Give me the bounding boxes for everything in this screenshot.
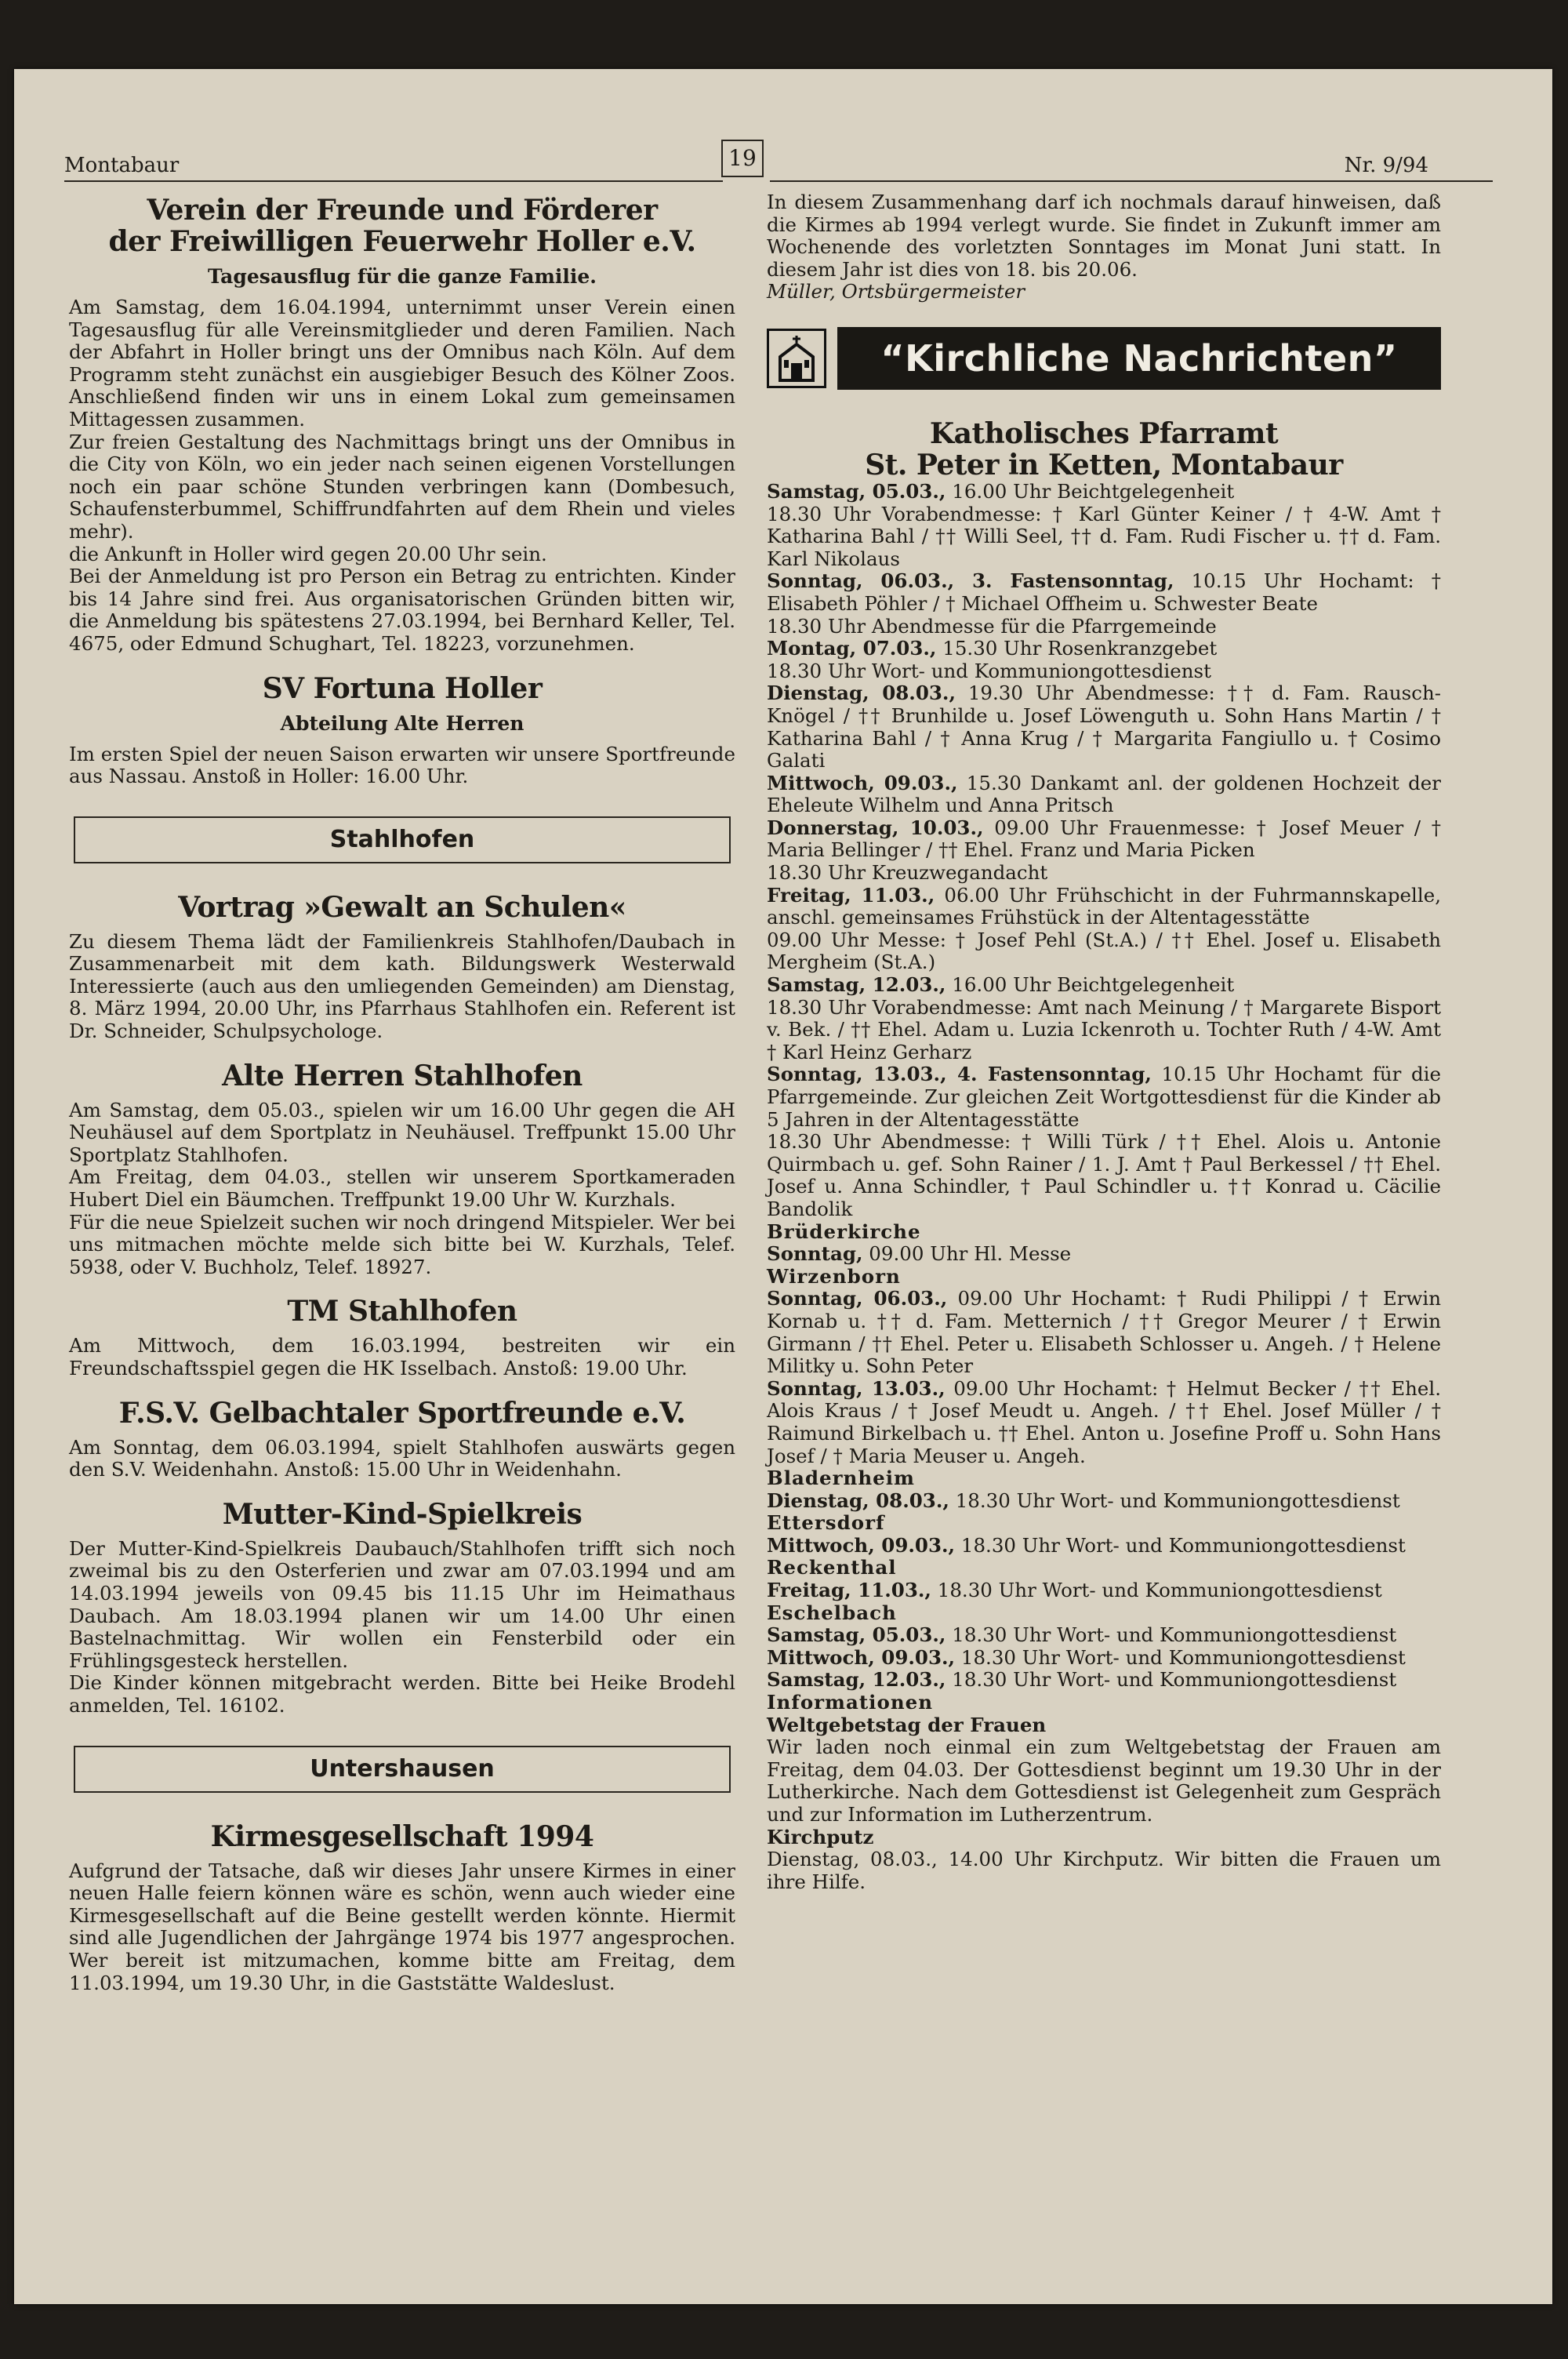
mass-schedule-recken (767, 1579, 1441, 1602)
header-rule-right (770, 180, 1493, 182)
schedule-entry-date: Mittwoch, 09.03., (767, 1533, 956, 1557)
schedule-entry-text: 18.30 Uhr Wort- und Kommuniongottesdienst (949, 1488, 1400, 1512)
brueder-title: Brüderkirche (767, 1219, 921, 1243)
info1-heading: Weltgebetstag der Frauen (767, 1713, 1047, 1736)
schedule-entry-date: Dienstag, 08.03., (767, 682, 956, 705)
schedule-entry-date: Sonntag, 06.03., (767, 1287, 948, 1310)
mutter-title: Mutter-Kind-Spielkreis (222, 1497, 583, 1531)
schedule-entry (767, 1535, 1441, 1558)
recken-title: Reckenthal (767, 1556, 897, 1579)
schedule-entry-text: 18.30 Uhr Wort- und Kommuniongottesdienst (931, 1579, 1382, 1602)
mass-schedule-brueder (767, 1243, 1441, 1266)
schedule-entry-text: 18.30 Uhr Wort- und Kommuniongottesdienst (946, 1623, 1397, 1647)
section-header-untershausen: Untershausen (74, 1746, 731, 1793)
schedule-entry (767, 862, 1441, 885)
info-title: Informationen (767, 1691, 934, 1714)
schedule-entry (767, 638, 1441, 660)
pfarramt-title-2: St. Peter in Ketten, Montabaur (865, 448, 1343, 482)
verein-title-1: Verein der Freunde und Förderer (147, 194, 658, 227)
signature: Müller, Ortsbürgermeister (767, 280, 1025, 304)
alteherren-paragraph-3: Für die neue Spielzeit suchen wir noch dringend Mitspieler. Wer bei uns mitmachen möchte melde sich bitte bei W. Kurzhals, Telef. 5938, oder V. Buchholz, Telef. 18927. (69, 1210, 735, 1278)
eschel-title: Eschelbach (767, 1601, 897, 1624)
schedule-entry-date: Samstag, 05.03., (767, 1623, 946, 1647)
fortuna-paragraph: Im ersten Spiel der neuen Saison erwarten wir unsere Sportfreunde aus Nassau. Anstoß in Holler: 16.00 Uhr. (69, 742, 735, 788)
schedule-entry-text: 18.30 Uhr Vorabendmesse: † Karl Günter Keiner / † 4-W. Amt † Katharina Bahl / †† Willi Seel, †† d. Fam. Rudi Fischer u. †† d. Fam. Karl Nikolaus (767, 502, 1441, 570)
schedule-entry (767, 817, 1441, 862)
section-header-stahlhofen: Stahlhofen (74, 816, 731, 863)
schedule-entry-date: Freitag, 11.03., (767, 1579, 931, 1602)
alteherren-paragraph-1: Am Samstag, dem 05.03., spielen wir um 16.00 Uhr gegen die AH Neuhäusel auf dem Sportplatz in Neuhäusel. Treffpunkt 15.00 Uhr Sportplatz Stahlhofen. (69, 1098, 735, 1166)
schedule-entry-text: 19.30 Uhr Abendmesse: †† d. Fam. Rausch-Knögel / †† Brunhilde u. Josef Löwenguth u. Sohn Hans Martin / † Katharina Bahl / † Anna Krug / † Margarita Fangiullo u. † Cosimo Galati (767, 682, 1442, 772)
header-town: Montabaur (64, 154, 180, 177)
schedule-entry-text: 09.00 Uhr Hochamt: † Rudi Philippi / † Erwin Kornab u. †† d. Fam. Metternich / †† Gregor Meurer / † Erwin Girmann / †† Ehel. Peter u. Elisabeth Schlosser u. Angeh. / † Helene Militky u. Sohn Peter (767, 1287, 1442, 1378)
schedule-entry (767, 570, 1441, 615)
schedule-entry (767, 1624, 1441, 1647)
etters-title: Ettersdorf (767, 1511, 885, 1535)
verein-paragraph-2: Zur freien Gestaltung des Nachmittags bringt uns der Omnibus in die City von Köln, wo ein jeder nach seinen eigenen Vorstellungen noch ein paar schöne Stunden verbringen kann (Dombesuch, Schaufensterbummel, Schiffrundfahrten auf dem Rhein und vieles mehr). (69, 430, 735, 543)
alteherren-title: Alte Herren Stahlhofen (222, 1059, 583, 1092)
schedule-entry-text: 15.30 Dankamt anl. der goldenen Hochzeit der Eheleute Wilhelm und Anna Pritsch (767, 771, 1441, 817)
info2-heading: Kirchputz (767, 1825, 874, 1848)
fortuna-title: SV Fortuna Holler (262, 671, 543, 705)
verein-paragraph-3: die Ankunft in Holler wird gegen 20.00 Uhr sein. (69, 542, 547, 565)
schedule-entry-text: 18.30 Uhr Abendmesse: † Willi Türk / †† Ehel. Alois u. Antonie Quirmbach u. gef. Sohn Rainer / 1. J. Amt † Paul Berkessel / †† Ehel. Josef u. Anna Schindler, † Paul Schindler u. †† Konrad u. Cäcilie Bandolik (767, 1130, 1441, 1220)
kirmes-title: Kirmesgesellschaft 1994 (210, 1819, 594, 1853)
pfarramt-title-1: Katholisches Pfarramt (929, 416, 1279, 450)
schedule-entry-text: 10.15 Uhr Hochamt: † Elisabeth Pöhler / † Michael Offheim u. Schwester Beate (767, 569, 1442, 615)
schedule-entry-text: 09.00 Uhr Hl. Messe (862, 1242, 1072, 1266)
schedule-entry-text: 15.30 Uhr Rosenkranzgebet (936, 637, 1218, 660)
schedule-entry-text: 16.00 Uhr Beichtgelegenheit (946, 479, 1235, 503)
schedule-entry (767, 1669, 1441, 1692)
schedule-entry (767, 503, 1441, 571)
info1-text: Wir laden noch einmal ein zum Weltgebetstag der Frauen am Freitag, dem 04.03. Der Gottesdienst beginnt um 19.30 Uhr in der Lutherkirche. Nach dem Gottesdienst ist Gelegenheit zum Gespräch und zur Information im Lutherzentrum. (767, 1736, 1441, 1826)
vortrag-paragraph: Zu diesem Thema lädt der Familienkreis Stahlhofen/Daubach in Zusammenarbeit mit dem kath. Bildungswerk Westerwald Interessierte (auch aus den umliegenden Gemeinden) am Dienstag, 8. März 1994, 20.00 Uhr, ins Pfarrhaus Stahlhofen ein. Referent ist Dr. Schneider, Schulpsychologe. (69, 929, 735, 1043)
wirzen-title: Wirzenborn (767, 1264, 901, 1288)
verein-paragraph-1: Am Samstag, dem 16.04.1994, unternimmt unser Verein einen Tagesausflug für alle Vereinsmitglieder und deren Familien. Nach der Abfahrt in Holler bringt uns der Omnibus nach Köln. Auf dem Programm steht zunächst ein ausgiebiger Besuch des Kölner Zoos. Anschließend finden wir uns in einem Lokal zum gemeinsamen Mittagessen zusammen. (69, 296, 735, 431)
schedule-entry (767, 974, 1441, 997)
schedule-entry (767, 682, 1441, 772)
mass-schedule-bladern (767, 1490, 1441, 1513)
verein-paragraph-4: Bei der Anmeldung ist pro Person ein Betrag zu entrichten. Kinder bis 14 Jahre sind frei. Aus organisatorischen Gründen bitten wir, die Anmeldung bis spätestens 27.03.1994, bei Bernhard Keller, Tel. 4675, oder Edmund Schughart, Tel. 18223, vorzunehmen. (69, 565, 735, 655)
schedule-entry (767, 997, 1441, 1064)
page-number: 19 (721, 140, 764, 177)
schedule-entry-text: 09.00 Uhr Frauenmesse: † Josef Meuer / † Maria Bellinger / †† Ehel. Franz und Maria Picken (767, 816, 1441, 862)
schedule-entry (767, 772, 1441, 817)
verein-subtitle: Tagesausflug für die ganze Familie. (207, 265, 597, 288)
schedule-entry-text: 18.30 Uhr Wort- und Kommuniongottesdienst (946, 1668, 1397, 1692)
schedule-entry-text: 06.00 Uhr Frühschicht in der Fuhrmannskapelle, anschl. gemeinsames Frühstück in der Altentagesstätte (767, 883, 1441, 929)
schedule-entry-date: Mittwoch, 09.03., (767, 771, 958, 794)
schedule-entry-text: 18.30 Uhr Vorabendmesse: Amt nach Meinung / † Margarete Bisport v. Bek. / †† Ehel. Adam u. Luzia Ickenroth u. Tochter Ruth / 4-W. Amt † Karl Heinz Gerharz (767, 995, 1441, 1063)
tm-title: TM Stahlhofen (287, 1295, 517, 1329)
schedule-entry-date: Montag, 07.03., (767, 637, 937, 660)
schedule-entry-text: 09.00 Uhr Hochamt: † Helmut Becker / †† Ehel. Alois Kraus / † Josef Meudt u. Angeh. / †† Ehel. Josef Müller / † Raimund Birkelbach u. †† Ehel. Anton u. Josefine Proff u. Sohn Hans Josef / † Maria Meuser u. Angeh. (767, 1376, 1441, 1467)
schedule-entry-text: 18.30 Uhr Kreuzwegandacht (767, 861, 1048, 885)
schedule-entry (767, 929, 1441, 974)
kirmes-paragraph: Aufgrund der Tatsache, daß wir dieses Jahr unsere Kirmes in einer neuen Halle feiern können wäre es schön, wenn auch wieder eine Kirmesgesellschaft auf die Beine gestellt werden könnte. Hiermit sind alle Jugendlichen der Jahrgänge 1974 bis 1977 angesprochen. Wer bereit ist mitzumachen, komme bitte am Freitag, dem 11.03.1994, um 19.30 Uhr, in die Gaststätte Waldeslust. (69, 1859, 735, 1994)
verein-title-2: der Freiwilligen Feuerwehr Holler e.V. (108, 225, 696, 258)
schedule-entry (767, 1288, 1441, 1377)
schedule-entry (767, 1490, 1441, 1513)
schedule-entry-date: Sonntag, 06.03., 3. Fastensonntag, (767, 569, 1174, 593)
schedule-entry-date: Sonntag, 13.03., 4. Fastensonntag, (767, 1063, 1152, 1086)
schedule-entry-text: 18.30 Uhr Wort- und Kommuniongottesdienst (955, 1533, 1406, 1557)
schedule-entry (767, 1579, 1441, 1602)
fsv-title: F.S.V. Gelbachtaler Sportfreunde e.V. (118, 1396, 686, 1430)
mass-schedule-wirzen (767, 1288, 1441, 1467)
schedule-entry-text: 18.30 Uhr Abendmesse für die Pfarrgemeinde (767, 614, 1217, 638)
schedule-entry-text: 09.00 Uhr Messe: † Josef Pehl (St.A.) / †† Ehel. Josef u. Elisabeth Mergheim (St.A.) (767, 928, 1441, 974)
info2-text: Dienstag, 08.03., 14.00 Uhr Kirchputz. Wir bitten die Frauen um ihre Hilfe. (767, 1848, 1441, 1893)
schedule-entry-date: Dienstag, 08.03., (767, 1488, 949, 1512)
mass-schedule-eschel (767, 1624, 1441, 1692)
schedule-entry (767, 660, 1441, 683)
schedule-entry (767, 885, 1441, 929)
schedule-entry-date: Samstag, 12.03., (767, 973, 946, 997)
schedule-entry-date: Freitag, 11.03., (767, 883, 935, 907)
schedule-entry-text: 18.30 Uhr Wort- und Kommuniongottesdienst (955, 1645, 1406, 1669)
schedule-entry (767, 616, 1441, 638)
schedule-entry (767, 1378, 1441, 1467)
fortuna-subtitle: Abteilung Alte Herren (280, 711, 524, 735)
header-rule-left (64, 180, 723, 182)
schedule-entry (767, 1243, 1441, 1266)
left-column (69, 194, 735, 1994)
schedule-entry-date: Sonntag, 13.03., (767, 1376, 946, 1400)
schedule-entry-date: Samstag, 05.03., (767, 479, 946, 503)
schedule-entry (767, 481, 1441, 503)
tm-paragraph: Am Mittwoch, dem 16.03.1994, bestreiten wir ein Freundschaftsspiel gegen die HK Isselbach. Anstoß: 19.00 Uhr. (69, 1334, 735, 1379)
mass-schedule-main (767, 481, 1441, 1221)
kirchliche-nachrichten-banner: “Kirchliche Nachrichten” (837, 327, 1441, 390)
schedule-entry (767, 1063, 1441, 1131)
right-column (767, 191, 1441, 1893)
schedule-entry-date: Samstag, 12.03., (767, 1668, 946, 1692)
mutter-paragraph-2: Die Kinder können mitgebracht werden. Bitte bei Heike Brodehl anmelden, Tel. 16102. (69, 1671, 735, 1717)
mutter-paragraph-1: Der Mutter-Kind-Spielkreis Daubauch/Stahlhofen trifft sich noch zweimal bis zu den Osterferien und zwar am 07.03.1994 und am 14.03.1994 jeweils von 09.45 bis 11.15 Uhr im Heimathaus Daubach. Am 18.03.1994 planen wir um 14.00 Uhr einen Bastelnachmittag. Wir wollen ein Fensterbild oder ein Frühlingsgesteck herstellen. (69, 1536, 735, 1672)
schedule-entry-text: 16.00 Uhr Beichtgelegenheit (946, 973, 1235, 997)
vortrag-title: Vortrag »Gewalt an Schulen« (178, 890, 626, 924)
alteherren-paragraph-2: Am Freitag, dem 04.03., stellen wir unserem Sportkameraden Hubert Diel ein Bäumchen. Treffpunkt 19.00 Uhr W. Kurzhals. (69, 1165, 735, 1212)
schedule-entry-text: 10.15 Uhr Hochamt für die Pfarrgemeinde. Zur gleichen Zeit Wortgottesdienst für die Kinder ab 5 Jahren in der Altentagesstätte (767, 1063, 1441, 1131)
mass-schedule-etters (767, 1535, 1441, 1558)
schedule-entry (767, 1647, 1441, 1670)
header-issue: Nr. 9/94 (1344, 154, 1428, 177)
schedule-entry-date: Mittwoch, 09.03., (767, 1645, 956, 1669)
schedule-entry (767, 1131, 1441, 1220)
fsv-paragraph: Am Sonntag, dem 06.03.1994, spielt Stahlhofen auswärts gegen den S.V. Weidenhahn. Anstoß: 15.00 Uhr in Weidenhahn. (69, 1435, 735, 1481)
schedule-entry-date: Sonntag, (767, 1242, 863, 1266)
schedule-entry-text: 18.30 Uhr Wort- und Kommuniongottesdienst (767, 659, 1211, 682)
church-icon (767, 329, 826, 388)
intro-paragraph: In diesem Zusammenhang darf ich nochmals darauf hinweisen, daß die Kirmes ab 1994 verlegt wurde. Sie findet in Zukunft immer am Wochenende des vorletzten Sonntages im Monat Juni statt. In diesem Jahr ist dies von 18. bis 20.06. (767, 191, 1441, 281)
schedule-entry-date: Donnerstag, 10.03., (767, 816, 984, 839)
bladern-title: Bladernheim (767, 1467, 915, 1490)
kirchliche-nachrichten-header (767, 327, 1441, 390)
